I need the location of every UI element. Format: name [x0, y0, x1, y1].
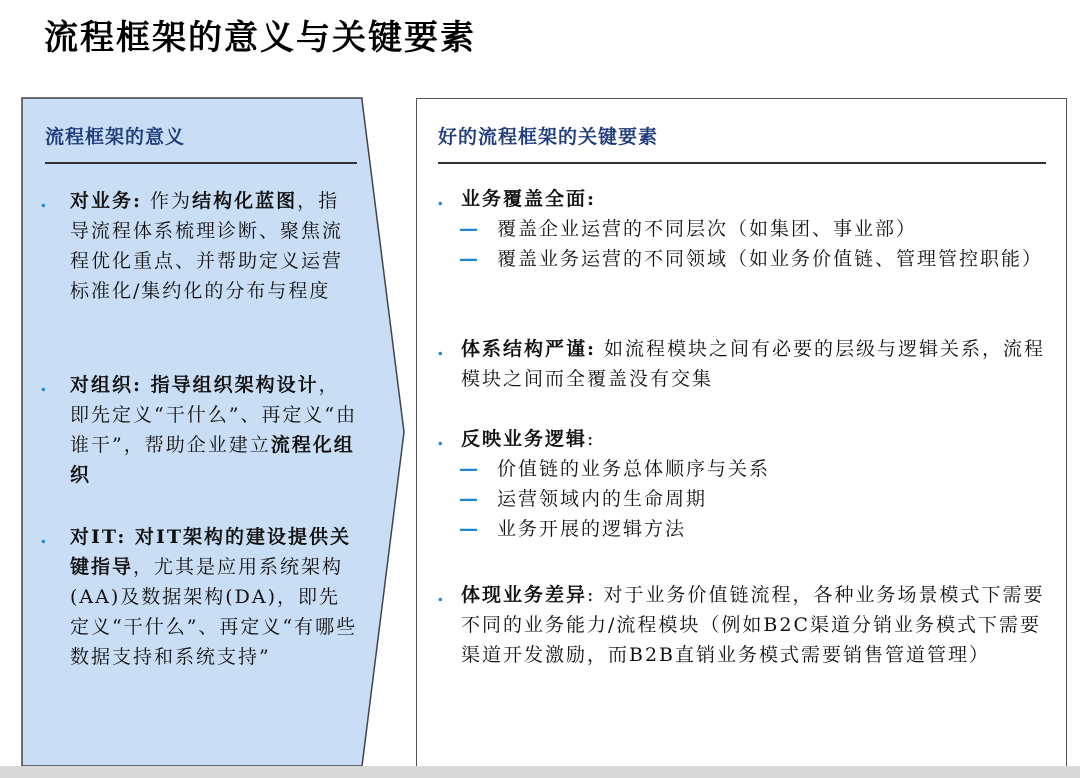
left-item-it	[40, 522, 360, 672]
left-item-business	[40, 186, 360, 306]
item-text: ，尤其是应用系统架构(AA)及数据架构(DA)，即先定义“干什么”、再定义“有哪些数据支持和系统支持”	[70, 556, 358, 668]
item-text: ，指导流程体系梳理诊断、聚焦流程优化重点、并帮助定义运营标准化/集约化的分布与程度	[70, 190, 344, 302]
sub-item-text: 价值链的业务总体顺序与关系	[497, 458, 771, 480]
sub-item-text: 覆盖业务运营的不同领域（如业务价值链、管理管控职能）	[497, 248, 1044, 270]
bullet-icon: .	[40, 374, 49, 396]
dash-icon: —	[459, 248, 480, 270]
item-label: 对业务:	[70, 190, 143, 212]
left-heading-divider	[45, 162, 357, 164]
dash-icon: —	[459, 218, 480, 240]
right-section-coverage	[437, 184, 1047, 274]
bullet-icon: .	[437, 428, 446, 450]
right-section-structure	[437, 334, 1047, 394]
page-title: 流程框架的意义与关键要素	[44, 18, 476, 58]
sub-item-text: 覆盖企业运营的不同层次（如集团、事业部）	[497, 218, 918, 240]
section-label: 体现业务差异	[461, 584, 588, 606]
section-text: :	[587, 428, 596, 450]
sub-item	[437, 484, 1047, 514]
sub-item	[437, 514, 1047, 544]
right-heading-divider	[438, 162, 1046, 164]
left-panel-heading: 流程框架的意义	[45, 126, 186, 148]
section-label: 反映业务逻辑	[461, 428, 588, 450]
item-label: 对组织: 指导组织架构设计	[70, 374, 319, 396]
sub-item	[437, 214, 1047, 244]
left-item-organization	[40, 370, 360, 490]
item-text: 作为	[142, 190, 193, 212]
bullet-icon: .	[437, 338, 446, 360]
sub-item-text: 业务开展的逻辑方法	[497, 518, 687, 540]
right-section-difference	[437, 580, 1047, 670]
dash-icon: —	[459, 488, 480, 510]
footer-bar	[0, 766, 1080, 778]
right-panel-heading: 好的流程框架的关键要素	[438, 126, 659, 148]
sub-item	[437, 454, 1047, 484]
section-label: 业务覆盖全面:	[461, 188, 597, 210]
section-label: 体系结构严谨:	[461, 338, 597, 360]
bullet-icon: .	[40, 526, 49, 548]
item-emphasis: 流程化组织	[70, 434, 355, 486]
bullet-icon: .	[437, 584, 446, 606]
right-section-logic	[437, 424, 1047, 544]
item-label: 对IT: 对IT架构的建设提供关键指导	[70, 526, 352, 578]
dash-icon: —	[459, 518, 480, 540]
bullet-icon: .	[437, 188, 446, 210]
section-text: : 对于业务价值链流程，各种业务场景模式下需要不同的业务能力/流程模块（例如B2C渠道分销业务模式下需要渠道开发激励，而B2B直销业务模式需要销售管道管理）	[461, 584, 1045, 666]
section-text: 如流程模块之间有必要的层级与逻辑关系，流程模块之间而全覆盖没有交集	[461, 338, 1046, 390]
bullet-icon: .	[40, 190, 49, 212]
item-text: ，即先定义“干什么”、再定义“由谁干”，帮助企业建立	[70, 374, 358, 456]
sub-item	[437, 244, 1047, 274]
sub-item-text: 运营领域内的生命周期	[497, 488, 708, 510]
dash-icon: —	[459, 458, 480, 480]
item-emphasis: 结构化蓝图	[192, 190, 298, 212]
